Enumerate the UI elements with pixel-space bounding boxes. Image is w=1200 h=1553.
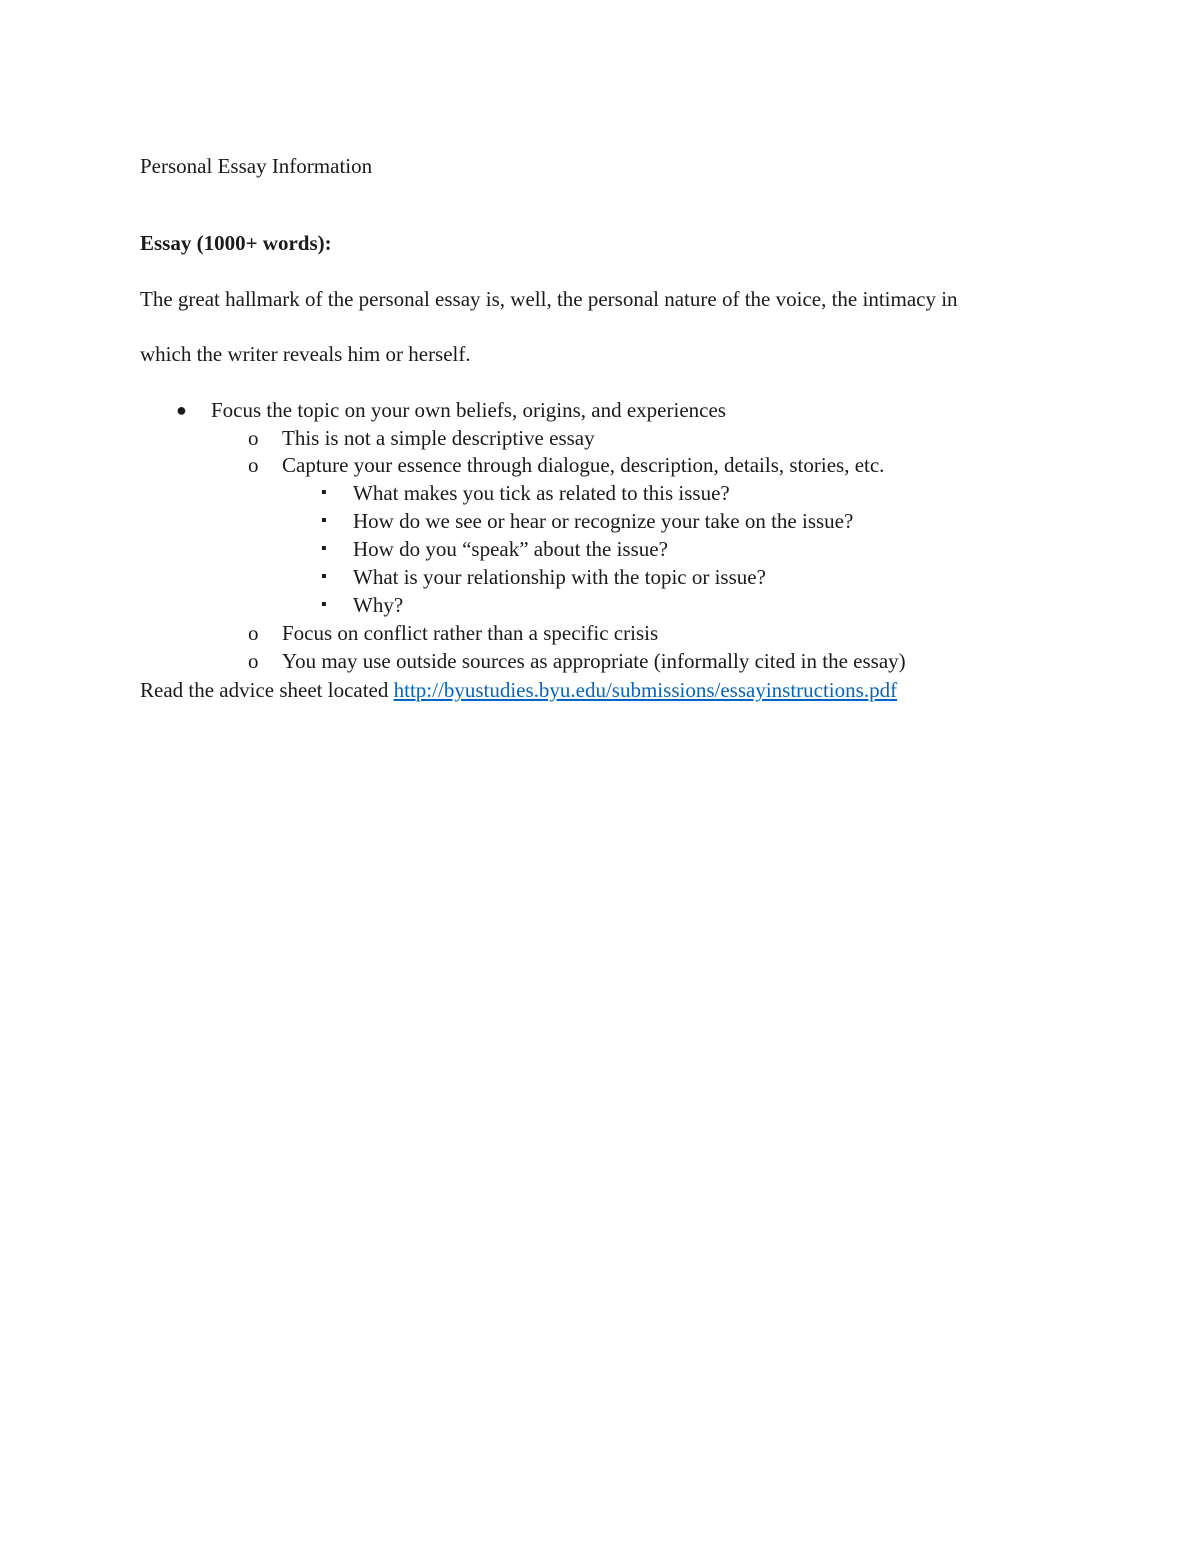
square-bullet-icon: ▪	[321, 540, 327, 557]
sub-bullet-icon: o	[248, 453, 259, 477]
nested-list-item: How do we see or hear or recognize your take on the issue?	[353, 509, 854, 533]
essay-instructions-link[interactable]: http://byustudies.byu.edu/submissions/essayinstructions.pdf	[393, 678, 898, 702]
advice-prefix: Read the advice sheet located	[140, 678, 394, 702]
nested-list-item: What is your relationship with the topic or issue?	[353, 565, 766, 589]
nested-list-item: How do you “speak” about the issue?	[353, 537, 668, 561]
sub-bullet-icon: o	[248, 621, 259, 645]
essay-heading: Essay (1000+ words):	[140, 231, 332, 255]
square-bullet-icon: ▪	[321, 484, 327, 501]
intro-paragraph-line-2: which the writer reveals him or herself.	[140, 342, 471, 366]
bullet-icon: ●	[176, 400, 187, 420]
sub-list-item: This is not a simple descriptive essay	[282, 426, 595, 450]
sub-list-item: You may use outside sources as appropriate (informally cited in the essay)	[282, 649, 906, 673]
sub-list-item: Focus on conflict rather than a specific crisis	[282, 621, 659, 645]
list-item: Focus the topic on your own beliefs, origins, and experiences	[211, 398, 726, 422]
sub-bullet-icon: o	[248, 649, 259, 673]
square-bullet-icon: ▪	[321, 568, 327, 585]
sub-list-item: Capture your essence through dialogue, description, details, stories, etc.	[282, 453, 885, 477]
sub-bullet-icon: o	[248, 426, 259, 450]
square-bullet-icon: ▪	[321, 512, 327, 529]
advice-sentence	[140, 676, 897, 704]
document-title: Personal Essay Information	[140, 154, 373, 178]
nested-list-item: Why?	[353, 593, 404, 617]
nested-list-item: What makes you tick as related to this issue?	[353, 481, 730, 505]
square-bullet-icon: ▪	[321, 596, 327, 613]
intro-paragraph-line-1: The great hallmark of the personal essay is, well, the personal nature of the voice, the intimacy in	[140, 287, 958, 311]
